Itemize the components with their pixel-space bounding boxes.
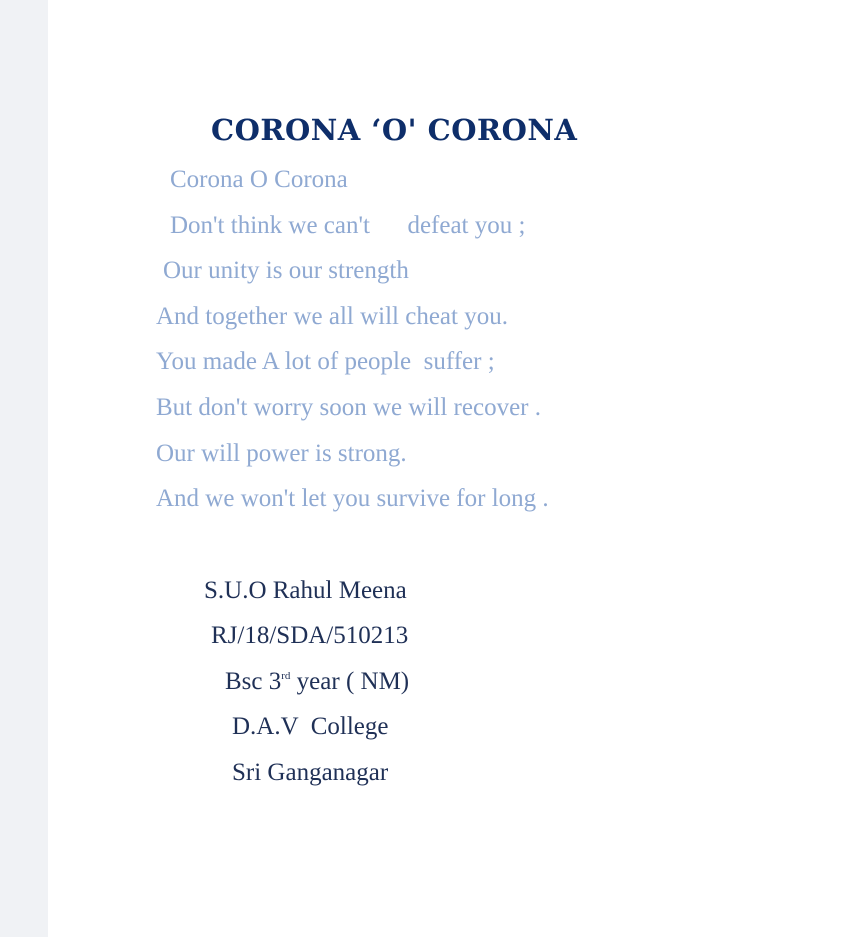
author-name: S.U.O Rahul Meena (204, 577, 407, 604)
registration-number: RJ/18/SDA/510213 (211, 622, 409, 649)
poem-title: CORONA ‘O' CORONA (211, 113, 578, 147)
poem-line: Don't think we can't defeat you ; (170, 212, 526, 239)
college-name: D.A.V College (232, 713, 389, 740)
city-name: Sri Ganganagar (232, 759, 389, 786)
document-page (48, 0, 860, 937)
poem-line: Corona O Corona (170, 166, 348, 193)
left-gutter (0, 0, 48, 937)
course-line (225, 667, 409, 697)
poem-line: Our unity is our strength (163, 257, 409, 284)
poem-line: And together we all will cheat you. (156, 303, 508, 330)
course-prefix: Bsc 3 (225, 668, 282, 695)
poem-line: But don't worry soon we will recover . (156, 394, 541, 421)
poem-line: You made A lot of people suffer ; (156, 348, 495, 375)
poem-line: Our will power is strong. (156, 440, 407, 467)
poem-line: And we won't let you survive for long . (156, 485, 549, 512)
course-suffix: year ( NM) (290, 668, 410, 695)
course-ordinal-suffix: rd (281, 670, 291, 682)
